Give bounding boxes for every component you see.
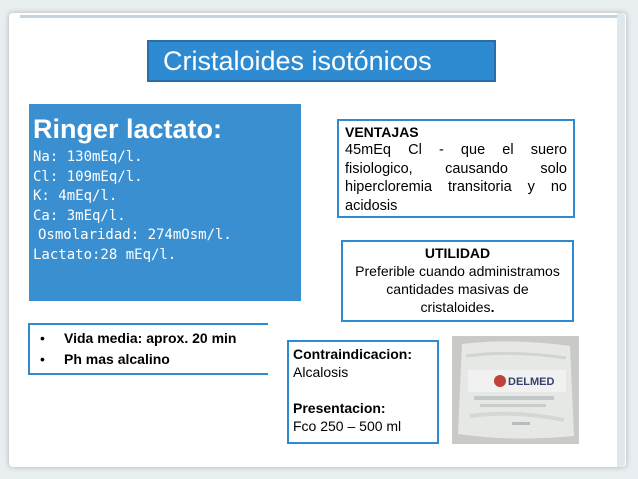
slide-top-bar xyxy=(20,15,617,18)
iv-bag-photo xyxy=(452,336,579,444)
presentacion-body: Fco 250 – 500 ml xyxy=(293,418,402,434)
iv-bag-image xyxy=(452,336,579,444)
utilidad-title: UTILIDAD xyxy=(424,245,491,261)
slide-side-band xyxy=(617,13,625,467)
bullet-ph: Ph mas alcalino xyxy=(64,351,170,367)
list-item xyxy=(40,328,268,349)
ringer-osmolarity: Osmolaridad: 274mOsm/l. xyxy=(38,227,232,243)
ringer-potassium: K: 4mEq/l. xyxy=(33,188,118,204)
contraindicacion-title: Contraindicacion: xyxy=(293,346,413,362)
ringer-sodium: Na: 130mEq/l. xyxy=(33,149,143,165)
slide-title: Cristaloides isotónicos xyxy=(147,40,496,82)
utilidad-body xyxy=(349,262,566,316)
list-item xyxy=(40,349,268,370)
bullet-list xyxy=(28,323,268,375)
bullet-icon: • xyxy=(40,351,45,367)
ventajas-body: 45mEq Cl - que el suero fisiologico, causando solo hipercloremia transitoria y no acidosis xyxy=(345,142,567,214)
ventajas-title: VENTAJAS xyxy=(345,124,419,140)
presentacion-title: Presentacion: xyxy=(293,400,386,416)
ringer-lactate: Lactato:28 mEq/l. xyxy=(33,246,177,263)
utilidad-box xyxy=(341,240,574,322)
bullet-half-life: Vida media: aprox. 20 min xyxy=(64,330,237,346)
ringer-calcium: Ca: 3mEq/l. xyxy=(33,207,126,224)
contraindicacion-body: Alcalosis xyxy=(293,364,349,380)
utilidad-end: . xyxy=(490,299,495,315)
contraindicacion-box xyxy=(287,340,439,444)
ringer-chloride: Cl: 109mEq/l. xyxy=(33,168,143,185)
ventajas-box xyxy=(337,119,575,218)
brand-logo-icon xyxy=(494,375,506,387)
ringer-heading: Ringer lactato: xyxy=(33,114,223,144)
bullet-icon: • xyxy=(40,330,45,346)
utilidad-text: Preferible cuando administramos cantidades masivas de cristaloides xyxy=(355,263,560,315)
brand-name: DELMED xyxy=(508,376,555,388)
ringer-lactato-box xyxy=(29,104,301,301)
